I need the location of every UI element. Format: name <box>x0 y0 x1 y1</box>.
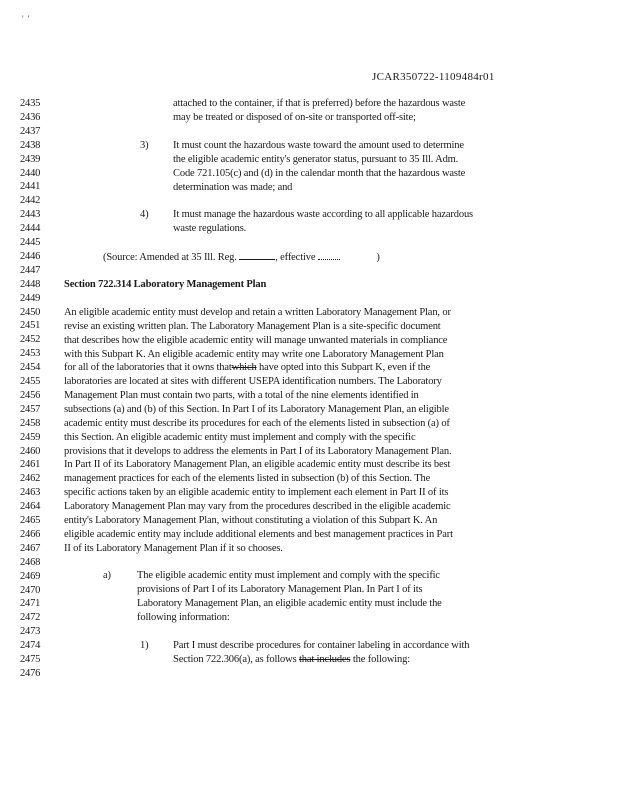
source-note <box>103 250 380 265</box>
line-number: 2463 <box>20 487 41 499</box>
line-number: 2460 <box>20 445 41 457</box>
item3-line-4: determination was made; and <box>173 182 293 193</box>
body-line: that describes how the eligible academic entity will manage unwanted materials in compliance <box>64 334 448 346</box>
body-line: management practices for each of the elements listed in subsection (b) of this Section. The <box>64 473 431 485</box>
line-number: 2472 <box>20 612 41 624</box>
item3-line-1: It must count the hazardous waste toward the amount used to determine <box>173 140 464 151</box>
subsection-a-line-1: The eligible academic entity must implement and comply with the specific <box>137 570 440 581</box>
line-number: 2446 <box>20 250 41 262</box>
body-line: revise an existing written plan. The Laboratory Management Plan is a site-specific document <box>64 320 441 332</box>
line-number: 2444 <box>20 223 41 235</box>
line-number: 2443 <box>20 209 41 221</box>
line-number: 2468 <box>20 556 41 568</box>
section-heading: Section 722.314 Laboratory Management Plan <box>64 279 267 290</box>
line-number: 2452 <box>20 334 41 346</box>
body-line: academic entity must describe its procedures for each of the elements listed in subsection (a) of <box>64 417 450 429</box>
line-number: 2466 <box>20 528 41 540</box>
line-number: 2453 <box>20 348 41 360</box>
item-a1-line-2 <box>173 653 410 667</box>
line-number: 2464 <box>20 501 41 513</box>
line-number: 2440 <box>20 167 41 179</box>
line-number: 2475 <box>20 654 41 665</box>
line-number: 2442 <box>20 195 41 207</box>
body-line: subsections (a) and (b) of this Section. In Part I of its Laboratory Management Plan, an eligible <box>64 403 449 415</box>
line-number: 2448 <box>20 278 41 290</box>
line-number: 2437 <box>20 125 41 137</box>
body-line: Laboratory Management Plan may vary from the procedures described in the eligible academic <box>64 501 451 513</box>
body-line: this Section. An eligible academic entity must implement and comply with the specific <box>64 431 416 443</box>
line-number: 2441 <box>20 181 41 193</box>
line-number: 2438 <box>20 139 41 151</box>
line-number: 2454 <box>20 362 41 374</box>
subsection-a-line-3: Laboratory Management Plan, an eligible academic entity must include the <box>137 598 442 609</box>
line-number: 2456 <box>20 389 41 401</box>
line-number: 2473 <box>20 626 41 638</box>
line-number: 2457 <box>20 403 41 415</box>
body-line: with this Subpart K. An eligible academic entity may write one Laboratory Management Plan <box>64 348 444 360</box>
line-number: 2471 <box>20 598 41 610</box>
line-number: 2436 <box>20 111 41 123</box>
item-a1-post: the following: <box>350 654 410 665</box>
body-2454-pre: for all of the laboratories that it owns <box>64 362 217 373</box>
line-number: 2445 <box>20 237 41 248</box>
body-2454-inserted: that <box>216 362 232 373</box>
body-2454-struck: which <box>231 362 257 373</box>
item3-number: 3) <box>140 140 149 151</box>
line-number: 2470 <box>20 584 41 596</box>
body-line: eligible academic entity may include additional elements and best management practices in Part <box>64 528 453 540</box>
body-line-2454 <box>64 361 430 375</box>
body-2454-post: have opted into this Subpart K, even if the <box>256 362 431 373</box>
body-line: laboratories are located at sites with different USEPA identification numbers. The Laboratory <box>64 376 442 387</box>
scan-marks: ' ' <box>22 14 31 24</box>
subsection-a-line-2: provisions of Part I of its Laboratory Management Plan. In Part I of its <box>137 584 423 595</box>
source-prefix: (Source: Amended at 35 Ill. Reg. <box>103 252 237 263</box>
item-a1-pre: Section 722.306(a), as follows <box>173 654 299 665</box>
subsection-a-label: a) <box>103 570 111 581</box>
item4-number: 4) <box>140 209 149 220</box>
line-number: 2462 <box>20 473 41 485</box>
line-number: 2455 <box>20 376 41 387</box>
document-id: JCAR350722-1109484r01 <box>372 71 495 83</box>
source-effective: , effective <box>275 252 316 263</box>
line-number: 2467 <box>20 542 41 554</box>
subsection-a-line-4: following information: <box>137 612 230 623</box>
line-number: 2469 <box>20 570 41 582</box>
body-line: Management Plan must contain two parts, with a total of the nine elements identified in <box>64 389 419 401</box>
line-number: 2458 <box>20 417 41 429</box>
item4-line-2: waste regulations. <box>173 223 247 234</box>
body-line: II of its Laboratory Management Plan if it so chooses. <box>64 542 283 554</box>
item2-line-2: may be treated or disposed of on-site or transported off-site; <box>173 112 416 123</box>
line-number: 2435 <box>20 98 41 109</box>
body-line: specific actions taken by an eligible academic entity to implement each element in Part II of its <box>64 487 449 499</box>
item-a1-line-1: Part I must describe procedures for container labeling in accordance with <box>173 640 470 651</box>
body-line: provisions that it develops to address the elements in Part I of its Laboratory Management Plan. <box>64 445 452 457</box>
line-number: 2439 <box>20 153 41 165</box>
item3-line-3: Code 721.105(c) and (d) in the calendar month that the hazardous waste <box>173 168 466 179</box>
line-number: 2459 <box>20 431 41 443</box>
line-number: 2465 <box>20 515 41 526</box>
body-line: An eligible academic entity must develop and retain a written Laboratory Management Plan, or <box>64 307 451 318</box>
item3-line-2: the eligible academic entity's generator status, pursuant to 35 Ill. Adm. <box>173 154 459 165</box>
body-line: In Part II of its Laboratory Management Plan, an eligible academic entity must describe its best <box>64 459 451 471</box>
item2-line-1: attached to the container, if that is preferred) before the hazardous waste <box>173 98 466 109</box>
body-line: entity's Laboratory Management Plan, without constituting a violation of this Subpart K. An <box>64 515 438 526</box>
effective-date-blank <box>318 250 340 260</box>
line-number: 2474 <box>20 640 41 652</box>
item4-line-1: It must manage the hazardous waste according to all applicable hazardous <box>173 209 473 220</box>
register-page-blank <box>239 250 275 260</box>
line-number: 2461 <box>20 459 41 471</box>
item-a1-struck: that includes <box>299 654 351 665</box>
line-number: 2450 <box>20 306 41 318</box>
line-number: 2449 <box>20 292 41 304</box>
item-a1-number: 1) <box>140 640 149 651</box>
line-number: 2451 <box>20 320 41 332</box>
line-number: 2447 <box>20 264 41 276</box>
line-number: 2476 <box>20 667 41 679</box>
source-close: ) <box>376 252 380 263</box>
